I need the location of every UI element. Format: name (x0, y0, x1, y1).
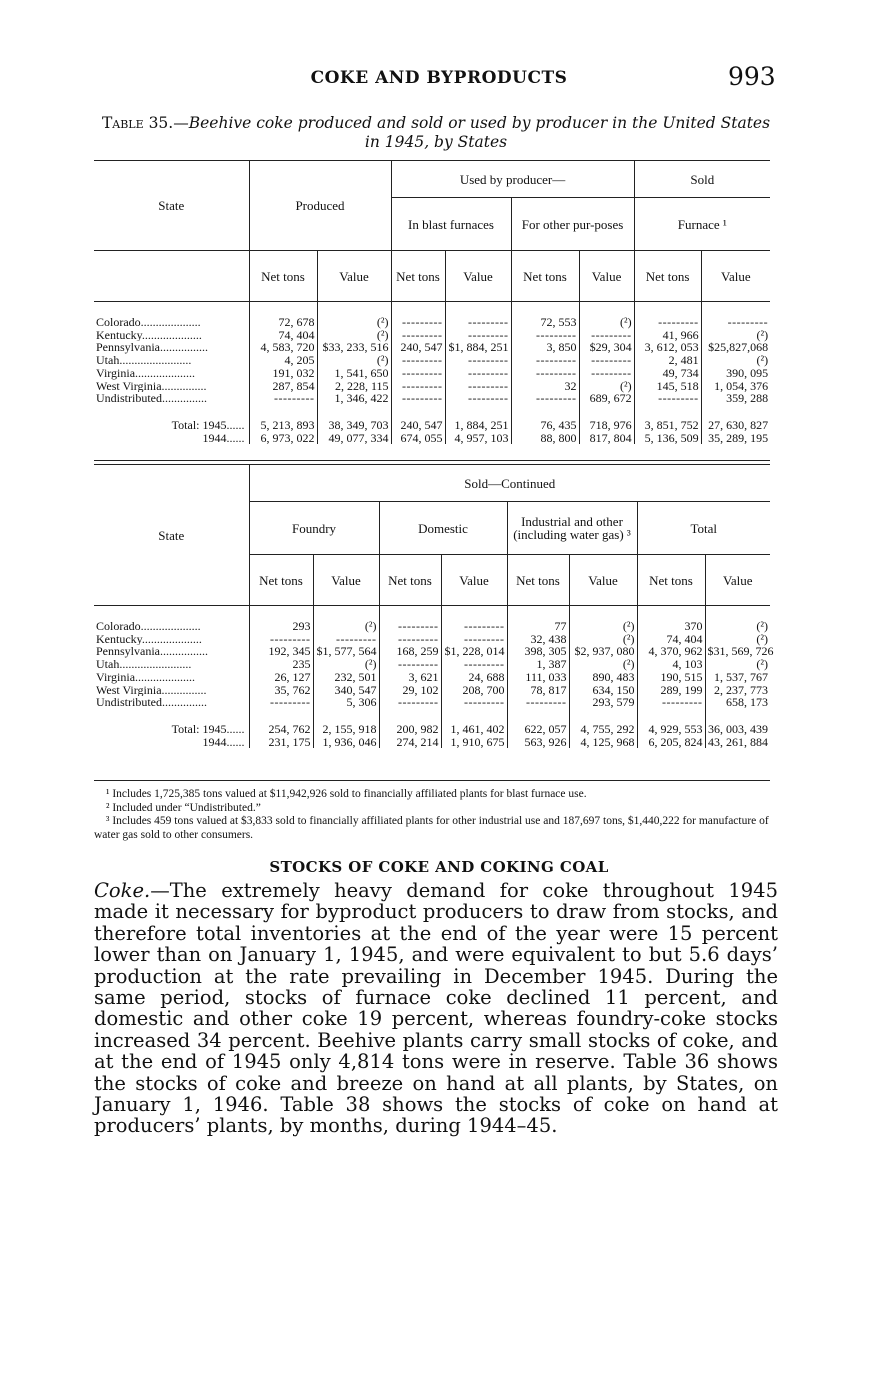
value-cell: 190, 515 (637, 671, 705, 684)
spacer-cell (507, 709, 569, 723)
value-cell: --------- (634, 392, 701, 405)
value-cell: --------- (391, 316, 445, 329)
total-value-cell: 817, 804 (579, 432, 634, 445)
value-cell: 74, 404 (249, 329, 317, 342)
col-header-net-tons: Net tons (511, 251, 579, 302)
value-cell: $25,827,068 (701, 341, 770, 354)
col-header-furnace: Furnace ¹ (634, 198, 770, 251)
value-cell: $31, 569, 726 (705, 645, 770, 658)
value-cell: 289, 199 (637, 684, 705, 697)
value-cell: (²) (579, 380, 634, 393)
total-value-cell: 4, 755, 292 (569, 723, 637, 736)
table-row (94, 620, 770, 633)
col-header-net-tons: Net tons (249, 251, 317, 302)
col-header-net-tons: Net tons (507, 555, 569, 606)
col-header-state: State (158, 198, 185, 213)
value-cell: --------- (637, 696, 705, 709)
total-value-cell: 5, 213, 893 (249, 419, 317, 432)
total-value-cell: 43, 261, 884 (705, 736, 770, 749)
col-header-net-tons: Net tons (634, 251, 701, 302)
table-35-title (94, 114, 778, 152)
value-cell: $33, 233, 516 (317, 341, 391, 354)
table-label: Table 35. (101, 114, 174, 132)
value-cell: --------- (634, 316, 701, 329)
value-cell: 2, 481 (634, 354, 701, 367)
spacer-cell (249, 302, 317, 317)
spacer-cell (94, 405, 249, 419)
value-cell: --------- (511, 329, 579, 342)
value-cell: (²) (317, 316, 391, 329)
total-value-cell: 1, 461, 402 (441, 723, 507, 736)
value-cell: 3, 850 (511, 341, 579, 354)
col-header-industrial: Industrial and other (including water gas) ³ (507, 502, 637, 555)
state-name: Utah........................ (96, 354, 192, 367)
spacer-cell (445, 405, 511, 419)
col-header-sold: Sold (634, 161, 770, 198)
col-header-state: State (158, 527, 185, 543)
value-cell: 2, 228, 115 (317, 380, 391, 393)
table-35-part-2-body (94, 606, 774, 749)
table-row (94, 392, 770, 405)
value-cell: 29, 102 (379, 684, 441, 697)
col-header-value: Value (313, 555, 379, 606)
value-cell: 287, 854 (249, 380, 317, 393)
total-value-cell: 1, 936, 046 (313, 736, 379, 749)
spacer-cell (701, 405, 770, 419)
total-row (94, 736, 770, 749)
value-cell: --------- (379, 696, 441, 709)
total-value-cell: 231, 175 (249, 736, 313, 749)
state-name: Utah........................ (96, 658, 192, 671)
value-cell: 1, 537, 767 (705, 671, 770, 684)
value-cell: 3, 612, 053 (634, 341, 701, 354)
spacer-cell (441, 709, 507, 723)
table-35-part-2 (94, 464, 774, 749)
spacer-cell (391, 302, 445, 317)
lead-word: Coke. (94, 879, 151, 902)
section-heading: STOCKS OF COKE AND COKING COAL (269, 858, 609, 876)
col-header-blast-furnaces: In blast furnaces (391, 198, 511, 251)
value-cell: --------- (249, 696, 313, 709)
col-header-value: Value (441, 555, 507, 606)
spacer-cell (94, 302, 249, 317)
value-cell: --------- (379, 658, 441, 671)
col-header-total: Total (637, 502, 770, 555)
value-cell: $1, 884, 251 (445, 341, 511, 354)
value-cell: --------- (441, 658, 507, 671)
total-label: Total: 1945...... (171, 417, 245, 432)
spacer-cell (634, 302, 701, 317)
spacer-cell (507, 606, 569, 621)
value-cell: 78, 817 (507, 684, 569, 697)
value-cell: 340, 547 (313, 684, 379, 697)
value-cell: --------- (391, 329, 445, 342)
value-cell: 1, 346, 422 (317, 392, 391, 405)
value-cell: 293 (249, 620, 313, 633)
value-cell: --------- (445, 354, 511, 367)
value-cell: 4, 205 (249, 354, 317, 367)
value-cell: --------- (445, 380, 511, 393)
total-value-cell: 718, 976 (579, 419, 634, 432)
spacer-cell (94, 606, 249, 621)
value-cell: --------- (441, 633, 507, 646)
total-value-cell: 1, 884, 251 (445, 419, 511, 432)
value-cell: --------- (511, 392, 579, 405)
value-cell: 658, 173 (705, 696, 770, 709)
col-header-value: Value (317, 251, 391, 302)
table-35-part-1-body (94, 302, 770, 445)
value-cell: --------- (579, 354, 634, 367)
state-name: Undistributed............... (96, 392, 207, 405)
value-cell: 240, 547 (391, 341, 445, 354)
value-cell: --------- (507, 696, 569, 709)
value-cell: 145, 518 (634, 380, 701, 393)
value-cell: 2, 237, 773 (705, 684, 770, 697)
state-name: Pennsylvania................ (96, 645, 208, 659)
total-value-cell: 27, 630, 827 (701, 419, 770, 432)
total-value-cell: 274, 214 (379, 736, 441, 749)
spacer-cell (637, 606, 705, 621)
table-row (94, 696, 770, 709)
col-header-produced: Produced (249, 161, 391, 251)
spacer-cell (379, 606, 441, 621)
total-value-cell: 200, 982 (379, 723, 441, 736)
total-value-cell: 4, 929, 553 (637, 723, 705, 736)
value-cell: --------- (445, 367, 511, 380)
value-cell: 398, 305 (507, 645, 569, 658)
table-row (94, 367, 770, 380)
value-cell: --------- (445, 316, 511, 329)
total-value-cell: 5, 136, 509 (634, 432, 701, 445)
col-header-value: Value (569, 555, 637, 606)
total-row (94, 723, 770, 736)
value-cell: $1, 577, 564 (313, 645, 379, 658)
col-header-value: Value (445, 251, 511, 302)
footnotes (94, 788, 774, 842)
state-name: Colorado.................... (96, 316, 201, 329)
value-cell: 168, 259 (379, 645, 441, 658)
col-header-net-tons: Net tons (391, 251, 445, 302)
table-row (94, 671, 770, 684)
value-cell: --------- (313, 633, 379, 646)
value-cell: (²) (579, 316, 634, 329)
value-cell: (²) (705, 633, 770, 646)
value-cell: 1, 541, 650 (317, 367, 391, 380)
value-cell: 35, 762 (249, 684, 313, 697)
total-value-cell: 76, 435 (511, 419, 579, 432)
value-cell: 72, 678 (249, 316, 317, 329)
state-name: Colorado.................... (96, 620, 201, 633)
double-rule (94, 460, 770, 465)
value-cell: (²) (701, 329, 770, 342)
state-name: Virginia.................... (96, 670, 196, 684)
value-cell: --------- (579, 367, 634, 380)
value-cell: 689, 672 (579, 392, 634, 405)
footnote-1: ¹ Includes 1,725,385 tons valued at $11,942,926 sold to financially affiliated plants for blast furnace use. (106, 788, 587, 800)
total-row (94, 432, 770, 445)
table-caption: —Beehive coke produced and sold or used by producer in the United States in 1945, by States (173, 114, 771, 151)
value-cell: 3, 621 (379, 671, 441, 684)
col-header-domestic: Domestic (379, 502, 507, 555)
value-cell: --------- (379, 620, 441, 633)
value-cell: (²) (569, 620, 637, 633)
value-cell: --------- (391, 392, 445, 405)
col-header-foundry: Foundry (249, 502, 379, 555)
col-header-other-purposes: For other pur-poses (511, 198, 634, 251)
total-label: 1944...... (202, 430, 245, 445)
value-cell: --------- (701, 316, 770, 329)
spacer-cell (313, 606, 379, 621)
spacer-cell (445, 302, 511, 317)
value-cell: (²) (569, 658, 637, 671)
spacer-cell (317, 302, 391, 317)
value-cell: 1, 387 (507, 658, 569, 671)
state-name: West Virginia............... (96, 379, 207, 393)
value-cell: --------- (445, 329, 511, 342)
total-value-cell: 88, 800 (511, 432, 579, 445)
value-cell: 5, 306 (313, 696, 379, 709)
spacer-cell (569, 606, 637, 621)
total-value-cell: 36, 003, 439 (705, 723, 770, 736)
total-value-cell: 674, 055 (391, 432, 445, 445)
value-cell: (²) (313, 658, 379, 671)
total-value-cell: 622, 057 (507, 723, 569, 736)
value-cell: 49, 734 (634, 367, 701, 380)
spacer-cell (441, 606, 507, 621)
total-value-cell: 49, 077, 334 (317, 432, 391, 445)
value-cell: 111, 033 (507, 671, 569, 684)
value-cell: 359, 288 (701, 392, 770, 405)
value-cell: (²) (569, 633, 637, 646)
value-cell: --------- (249, 633, 313, 646)
value-cell: 370 (637, 620, 705, 633)
value-cell: 74, 404 (637, 633, 705, 646)
value-cell: $1, 228, 014 (441, 645, 507, 658)
value-cell: 890, 483 (569, 671, 637, 684)
value-cell: --------- (441, 620, 507, 633)
col-header-net-tons: Net tons (249, 555, 313, 606)
value-cell: (²) (705, 620, 770, 633)
col-header-used-by-producer: Used by producer— (391, 161, 634, 198)
state-name: Virginia.................... (96, 366, 196, 380)
total-value-cell: 2, 155, 918 (313, 723, 379, 736)
value-cell: --------- (391, 354, 445, 367)
spacer-cell (249, 709, 313, 723)
body-paragraph (94, 880, 778, 1137)
state-name: Pennsylvania................ (96, 341, 208, 355)
value-cell: --------- (511, 354, 579, 367)
spacer-cell (579, 405, 634, 419)
value-cell: 26, 127 (249, 671, 313, 684)
spacer-cell (705, 709, 770, 723)
value-cell: --------- (391, 380, 445, 393)
spacer-cell (637, 709, 705, 723)
value-cell: 191, 032 (249, 367, 317, 380)
table-row (94, 316, 770, 329)
value-cell: (²) (705, 658, 770, 671)
footnote-2: ² Included under “Undistributed.” (106, 801, 261, 814)
col-header-sold-continued: Sold—Continued (249, 465, 770, 502)
spacer-cell (569, 709, 637, 723)
value-cell: 32 (511, 380, 579, 393)
total-value-cell: 6, 973, 022 (249, 432, 317, 445)
value-cell: --------- (249, 392, 317, 405)
col-header-state-blank (94, 251, 249, 302)
value-cell: (²) (701, 354, 770, 367)
total-value-cell: 4, 957, 103 (445, 432, 511, 445)
value-cell: --------- (579, 329, 634, 342)
total-value-cell: 1, 910, 675 (441, 736, 507, 749)
total-value-cell: 254, 762 (249, 723, 313, 736)
value-cell: (²) (313, 620, 379, 633)
spacer-cell (579, 302, 634, 317)
spacer-cell (511, 302, 579, 317)
value-cell: --------- (391, 367, 445, 380)
value-cell: 390, 095 (701, 367, 770, 380)
value-cell: --------- (441, 696, 507, 709)
spacer-cell (249, 606, 313, 621)
total-row (94, 419, 770, 432)
spacer-cell (249, 405, 317, 419)
value-cell: 72, 553 (511, 316, 579, 329)
value-cell: (²) (317, 329, 391, 342)
col-header-value: Value (705, 555, 770, 606)
value-cell: 41, 966 (634, 329, 701, 342)
value-cell: 77 (507, 620, 569, 633)
state-name: Kentucky.................... (96, 328, 202, 342)
value-cell: $29, 304 (579, 341, 634, 354)
spacer-cell (634, 405, 701, 419)
spacer-cell (391, 405, 445, 419)
running-title: COKE AND BYPRODUCTS (310, 68, 568, 88)
value-cell: 4, 103 (637, 658, 705, 671)
spacer-cell (511, 405, 579, 419)
state-name: Undistributed............... (96, 696, 207, 709)
value-cell: 32, 438 (507, 633, 569, 646)
value-cell: 1, 054, 376 (701, 380, 770, 393)
col-header-net-tons: Net tons (637, 555, 705, 606)
value-cell: --------- (511, 367, 579, 380)
spacer-cell (379, 709, 441, 723)
value-cell: 208, 700 (441, 684, 507, 697)
spacer-cell (317, 405, 391, 419)
table-row (94, 658, 770, 671)
value-cell: --------- (445, 392, 511, 405)
table-bottom-rule (94, 780, 770, 781)
state-name: Kentucky.................... (96, 632, 202, 646)
value-cell: 634, 150 (569, 684, 637, 697)
col-header-value: Value (579, 251, 634, 302)
paragraph-text: —The extremely heavy demand for coke throughout 1945 made it necessary for byproduct producers to draw from stocks, and therefore total inventories at the end of the year were 15 percent lower than on January 1, 1945, and were equivalent to but 5.6 days’ production at the rate prevailing in December 1945. During the same period, stocks of furnace coke declined 11 percent, and domestic and other coke 19 percent, whereas foundry-coke stocks increased 34 percent. Beehive plants carry small stocks of coke, and at the end of 1945 only 4,814 tons were in reserve. Table 36 shows the stocks of coke and breeze on hand at all plants, by States, on January 1, 1946. Table 38 shows the stocks of coke on hand at producers’ plants, by months, during 1944–45. (94, 879, 778, 1138)
value-cell: 24, 688 (441, 671, 507, 684)
total-value-cell: 563, 926 (507, 736, 569, 749)
value-cell: (²) (317, 354, 391, 367)
value-cell: 4, 370, 962 (637, 645, 705, 658)
value-cell: $2, 937, 080 (569, 645, 637, 658)
value-cell: 4, 583, 720 (249, 341, 317, 354)
spacer-cell (313, 709, 379, 723)
table-row (94, 354, 770, 367)
total-value-cell: 240, 547 (391, 419, 445, 432)
total-value-cell: 38, 349, 703 (317, 419, 391, 432)
spacer-cell (705, 606, 770, 621)
value-cell: --------- (379, 633, 441, 646)
total-value-cell: 35, 289, 195 (701, 432, 770, 445)
value-cell: 293, 579 (569, 696, 637, 709)
state-name: West Virginia............... (96, 683, 207, 697)
col-header-value: Value (701, 251, 770, 302)
total-value-cell: 3, 851, 752 (634, 419, 701, 432)
value-cell: 232, 501 (313, 671, 379, 684)
value-cell: 192, 345 (249, 645, 313, 658)
total-value-cell: 4, 125, 968 (569, 736, 637, 749)
total-value-cell: 6, 205, 824 (637, 736, 705, 749)
page-number: 993 (728, 62, 776, 91)
table-35-part-1 (94, 160, 770, 444)
col-header-net-tons: Net tons (379, 555, 441, 606)
footnote-3: ³ Includes 459 tons valued at $3,833 sold to financially affiliated plants for other industrial use and 187,697 tons, $1,440,222 for manufacture of water gas sold to other consumers. (94, 815, 769, 841)
value-cell: 235 (249, 658, 313, 671)
total-label: 1944...... (202, 734, 245, 749)
spacer-cell (94, 709, 249, 723)
total-label: Total: 1945...... (171, 721, 245, 736)
spacer-cell (701, 302, 770, 317)
